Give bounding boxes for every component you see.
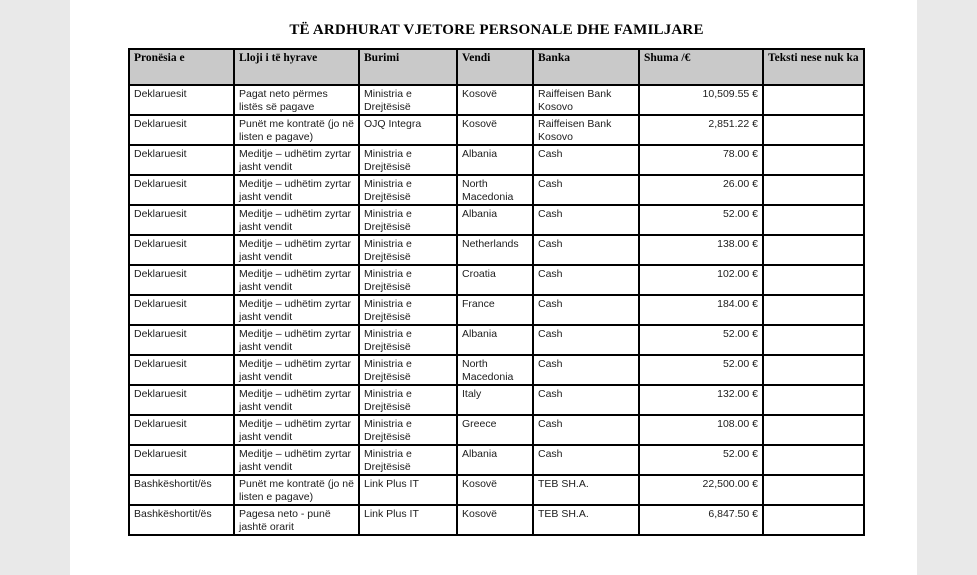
table-cell: Cash	[533, 235, 639, 265]
table-cell	[763, 85, 864, 115]
table-cell: 184.00 €	[639, 295, 763, 325]
table-cell: Italy	[457, 385, 533, 415]
table-cell: Deklaruesit	[129, 205, 234, 235]
table-cell: Meditje – udhëtim zyrtar jasht vendit	[234, 175, 359, 205]
table-cell	[763, 355, 864, 385]
table-row	[129, 175, 864, 205]
table-cell: Link Plus IT	[359, 505, 457, 535]
table-cell: France	[457, 295, 533, 325]
table-row	[129, 265, 864, 295]
table-cell: Kosovë	[457, 85, 533, 115]
table-cell: TEB SH.A.	[533, 475, 639, 505]
table-cell: Cash	[533, 355, 639, 385]
table-row	[129, 205, 864, 235]
table-cell: 52.00 €	[639, 445, 763, 475]
column-header: Lloji i të hyrave	[234, 49, 359, 85]
table-row	[129, 145, 864, 175]
table-cell: 52.00 €	[639, 205, 763, 235]
table-cell: Deklaruesit	[129, 265, 234, 295]
table-row	[129, 295, 864, 325]
table-row	[129, 415, 864, 445]
table-cell: Ministria e Drejtësisë	[359, 235, 457, 265]
table-cell	[763, 445, 864, 475]
table-cell: Ministria e Drejtësisë	[359, 325, 457, 355]
table-cell	[763, 115, 864, 145]
table-cell: Deklaruesit	[129, 115, 234, 145]
table-cell: Croatia	[457, 265, 533, 295]
document-title: TË ARDHURAT VJETORE PERSONALE DHE FAMILJARE	[289, 22, 704, 38]
table-cell: OJQ Integra	[359, 115, 457, 145]
table-cell: Cash	[533, 415, 639, 445]
table-cell	[763, 325, 864, 355]
table-cell: Albania	[457, 325, 533, 355]
table-cell: Meditje – udhëtim zyrtar jasht vendit	[234, 355, 359, 385]
table-cell: Meditje – udhëtim zyrtar jasht vendit	[234, 235, 359, 265]
table-row	[129, 445, 864, 475]
table-row	[129, 115, 864, 145]
table-cell: Ministria e Drejtësisë	[359, 445, 457, 475]
income-table	[128, 48, 865, 536]
table-cell: Cash	[533, 145, 639, 175]
table-cell	[763, 295, 864, 325]
column-header: Pronësia e	[129, 49, 234, 85]
table-cell: Ministria e Drejtësisë	[359, 415, 457, 445]
column-header: Vendi	[457, 49, 533, 85]
column-header: Shuma /€	[639, 49, 763, 85]
table-cell: Ministria e Drejtësisë	[359, 385, 457, 415]
table-cell	[763, 175, 864, 205]
table-cell: Cash	[533, 295, 639, 325]
table-cell: Ministria e Drejtësisë	[359, 145, 457, 175]
table-row	[129, 475, 864, 505]
table-cell: Punët me kontratë (jo në listen e pagave)	[234, 475, 359, 505]
table-cell	[763, 505, 864, 535]
table-cell: Raiffeisen Bank Kosovo	[533, 115, 639, 145]
table-cell: Meditje – udhëtim zyrtar jasht vendit	[234, 205, 359, 235]
table-cell	[763, 265, 864, 295]
table-cell: North Macedonia	[457, 355, 533, 385]
table-cell: Ministria e Drejtësisë	[359, 265, 457, 295]
table-cell: Deklaruesit	[129, 85, 234, 115]
table-cell: Albania	[457, 145, 533, 175]
table-header-row	[129, 49, 864, 85]
table-cell: Meditje – udhëtim zyrtar jasht vendit	[234, 145, 359, 175]
table-cell: 2,851.22 €	[639, 115, 763, 145]
table-row	[129, 235, 864, 265]
document-page	[70, 0, 917, 575]
table-cell: 10,509.55 €	[639, 85, 763, 115]
table-cell: Meditje – udhëtim zyrtar jasht vendit	[234, 325, 359, 355]
table-cell: 132.00 €	[639, 385, 763, 415]
table-cell: Kosovë	[457, 505, 533, 535]
table-cell: Albania	[457, 445, 533, 475]
table-cell: Meditje – udhëtim zyrtar jasht vendit	[234, 295, 359, 325]
table-cell	[763, 475, 864, 505]
table-cell: Bashkëshortit/ës	[129, 505, 234, 535]
table-cell: Deklaruesit	[129, 415, 234, 445]
table-cell: Kosovë	[457, 115, 533, 145]
table-cell: TEB SH.A.	[533, 505, 639, 535]
table-cell: 52.00 €	[639, 325, 763, 355]
column-header: Burimi	[359, 49, 457, 85]
table-cell: Bashkëshortit/ës	[129, 475, 234, 505]
table-cell: Cash	[533, 175, 639, 205]
table-cell: Deklaruesit	[129, 175, 234, 205]
table-cell	[763, 385, 864, 415]
table-cell: 6,847.50 €	[639, 505, 763, 535]
table-cell	[763, 145, 864, 175]
table-cell: Cash	[533, 265, 639, 295]
table-cell: 108.00 €	[639, 415, 763, 445]
table-cell: Albania	[457, 205, 533, 235]
table-cell: 22,500.00 €	[639, 475, 763, 505]
table-cell: 78.00 €	[639, 145, 763, 175]
table-cell: Ministria e Drejtësisë	[359, 355, 457, 385]
table-cell: Ministria e Drejtësisë	[359, 175, 457, 205]
table-cell: Raiffeisen Bank Kosovo	[533, 85, 639, 115]
table-cell: Cash	[533, 445, 639, 475]
table-cell: Cash	[533, 325, 639, 355]
column-header: Teksti nese nuk ka	[763, 49, 864, 85]
table-cell: 52.00 €	[639, 355, 763, 385]
table-cell: Meditje – udhëtim zyrtar jasht vendit	[234, 385, 359, 415]
table-cell: North Macedonia	[457, 175, 533, 205]
table-row	[129, 505, 864, 535]
table-cell: Meditje – udhëtim zyrtar jasht vendit	[234, 445, 359, 475]
table-cell: Ministria e Drejtësisë	[359, 295, 457, 325]
table-cell: Greece	[457, 415, 533, 445]
table-cell: Deklaruesit	[129, 355, 234, 385]
table-cell: Pagesa neto - punë jashtë orarit	[234, 505, 359, 535]
table-cell: Punët me kontratë (jo në listen e pagave)	[234, 115, 359, 145]
table-cell	[763, 235, 864, 265]
document-content	[128, 0, 865, 536]
table-row	[129, 355, 864, 385]
table-row	[129, 85, 864, 115]
table-cell: Meditje – udhëtim zyrtar jasht vendit	[234, 415, 359, 445]
table-cell: Netherlands	[457, 235, 533, 265]
table-cell: Deklaruesit	[129, 145, 234, 175]
table-cell: Kosovë	[457, 475, 533, 505]
table-cell: Deklaruesit	[129, 385, 234, 415]
table-cell: 138.00 €	[639, 235, 763, 265]
table-cell: Link Plus IT	[359, 475, 457, 505]
table-body	[129, 85, 864, 535]
table-cell: Cash	[533, 385, 639, 415]
table-cell: Deklaruesit	[129, 445, 234, 475]
table-cell	[763, 205, 864, 235]
table-cell: Deklaruesit	[129, 325, 234, 355]
column-header: Banka	[533, 49, 639, 85]
table-cell	[763, 415, 864, 445]
table-cell: Cash	[533, 205, 639, 235]
table-row	[129, 385, 864, 415]
table-cell: Deklaruesit	[129, 235, 234, 265]
table-cell: 26.00 €	[639, 175, 763, 205]
table-cell: Ministria e Drejtësisë	[359, 85, 457, 115]
table-cell: Pagat neto përmes listës së pagave	[234, 85, 359, 115]
table-cell: 102.00 €	[639, 265, 763, 295]
table-cell: Deklaruesit	[129, 295, 234, 325]
table-cell: Meditje – udhëtim zyrtar jasht vendit	[234, 265, 359, 295]
table-cell: Ministria e Drejtësisë	[359, 205, 457, 235]
table-row	[129, 325, 864, 355]
